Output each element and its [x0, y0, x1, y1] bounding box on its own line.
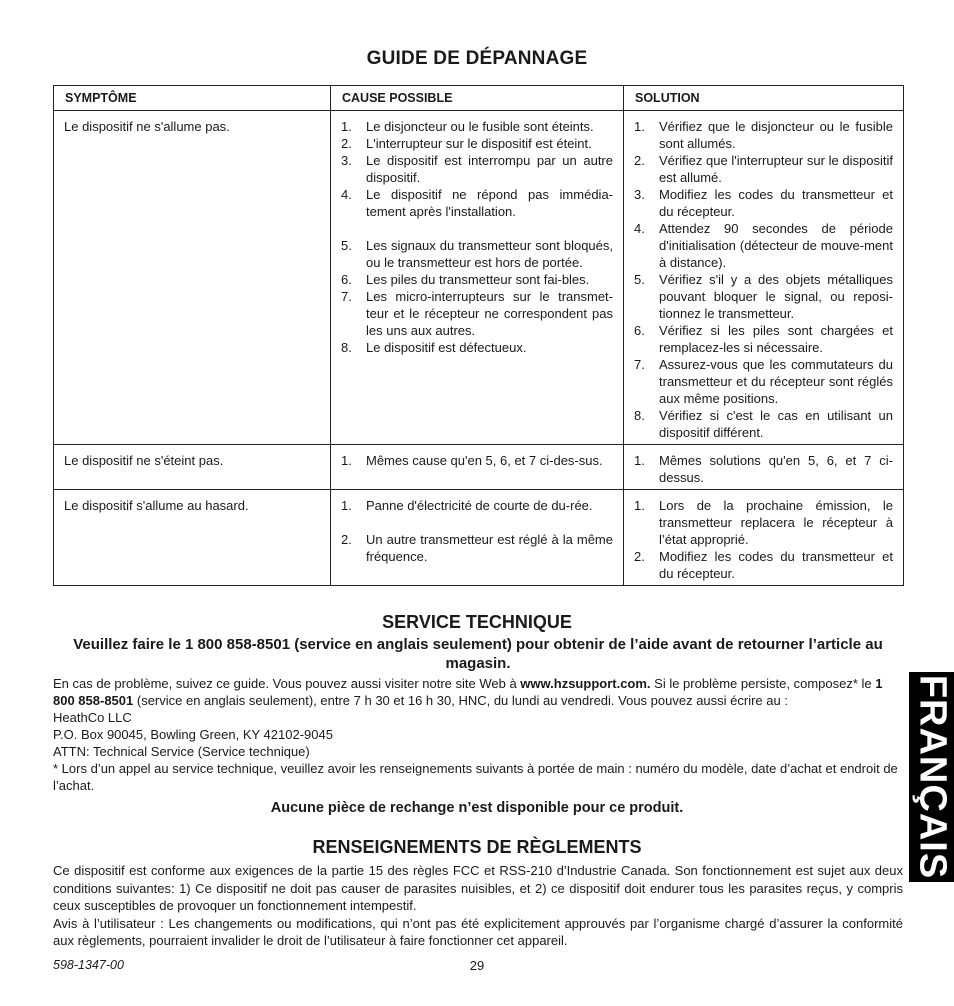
list-item: 3. Modifiez les codes du transmetteur et du récepteur.	[634, 187, 893, 219]
page-number: 29	[469, 958, 485, 973]
service-note: * Lors d’un appel au service technique, veuillez avoir les renseignements suivants à portée de main : numéro du modèle, date d’achat et endroit de l’achat.	[53, 761, 898, 793]
solution-list	[634, 118, 893, 441]
list-item: 1. Mêmes solutions qu'en 5, 6, et 7 ci-dessus.	[634, 453, 893, 485]
list-item: 2. Un autre transmetteur est réglé à la même fréquence.	[341, 532, 613, 564]
list-item: 4. Le dispositif ne répond pas immédia-tement après l'installation.	[341, 187, 613, 219]
regulations-paragraph: Avis à l’utilisateur : Les changements ou modifications, qui n’ont pas été explicitement approuvés par l’organisme chargé d’assurer la conformité aux règlements, pourraient invalider le droit de l’utilisateur à faire fonctionner cet appareil.	[53, 915, 903, 948]
list-item: 8. Le dispositif est défectueux.	[341, 340, 527, 355]
service-title: SERVICE TECHNIQUE	[382, 612, 572, 632]
table-row	[54, 445, 904, 490]
list-item: 2. Modifiez les codes du transmetteur et du récepteur.	[634, 549, 893, 581]
address-line: ATTN: Technical Service (Service technique)	[53, 744, 310, 759]
document-code: 598-1347-00	[53, 958, 124, 972]
address-line: HeathCo LLC	[53, 710, 132, 725]
solution-cell	[624, 490, 904, 586]
cause-list	[341, 452, 613, 469]
list-item: 1. Mêmes cause qu'en 5, 6, et 7 ci-des-sus.	[341, 453, 603, 468]
header-solution: SOLUTION	[624, 86, 904, 111]
service-paragraph: En cas de problème, suivez ce guide. Vous pouvez aussi visiter notre site Web à www.hzsupport.com. Si le problème persiste, composez* le 1 800 858-8501 (service en anglais seulement), entre 7 h 30 et 16 h 30, HNC, du lundi au vendredi. Vous pouvez aussi écrire au :	[53, 676, 883, 708]
list-item: 2. Vérifiez que l'interrupteur sur le dispositif est allumé.	[634, 153, 893, 185]
regulations-body	[53, 862, 903, 950]
list-item: 3. Le dispositif est interrompu par un autre dispositif.	[341, 153, 613, 185]
cause-list	[341, 497, 613, 565]
language-tab-label: FRANÇAIS	[911, 674, 953, 880]
list-item: 5. Les signaux du transmetteur sont bloqués, ou le transmetteur est hors de portée.	[341, 238, 613, 270]
list-item: 2. L'interrupteur sur le dispositif est éteint.	[341, 136, 592, 151]
list-item: 5. Vérifiez s'il y a des objets métalliques pouvant bloquer le signal, ou reposi-tionnez le transmetteur.	[634, 272, 893, 321]
list-item: 1. Vérifiez que le disjoncteur ou le fusible sont allumés.	[634, 119, 893, 151]
list-item: 1. Lors de la prochaine émission, le transmetteur replacera le récepteur à l’état approprié.	[634, 498, 893, 547]
cause-list	[341, 118, 613, 356]
regulations-paragraph: Ce dispositif est conforme aux exigences de la partie 15 des règles FCC et RSS-210 d’Industrie Canada. Son fonctionnement est sujet aux deux conditions suivantes: 1) Ce dispositif ne doit pas causer de parasites nuisibles, et 2) ce dispositif doit endurer tous les parasites reçus, y compris ceux susceptibles de provoquer un fonctionnement intempestif.	[53, 863, 903, 913]
header-symptom: SYMPTÔME	[54, 86, 331, 111]
cause-cell	[331, 111, 624, 445]
service-body	[53, 675, 903, 794]
regulations-title: RENSEIGNEMENTS DE RÈGLEMENTS	[312, 837, 642, 857]
solution-cell	[624, 445, 904, 490]
support-phone: 1 800 858-8501	[53, 676, 883, 708]
cause-cell	[331, 490, 624, 586]
cause-cell	[331, 445, 624, 490]
table-header-row	[54, 86, 904, 111]
symptom-cell: Le dispositif ne s'éteint pas.	[54, 445, 331, 490]
list-item: 1. Panne d'électricité de courte de du-rée.	[341, 498, 593, 513]
solution-list	[634, 452, 893, 486]
no-parts-notice: Aucune pièce de rechange n’est disponible pour ce produit.	[270, 800, 684, 816]
guide-title: GUIDE DE DÉPANNAGE	[366, 48, 588, 69]
support-url-link[interactable]: www.hzsupport.com.	[520, 676, 651, 691]
symptom-cell: Le dispositif s'allume au hasard.	[54, 490, 331, 586]
troubleshooting-table	[53, 85, 904, 586]
list-item: 1. Le disjoncteur ou le fusible sont éteints.	[341, 119, 594, 134]
solution-cell	[624, 111, 904, 445]
list-item: 8. Vérifiez si c'est le cas en utilisant un dispositif différent.	[634, 408, 893, 440]
list-item: 7. Les micro-interrupteurs sur le transmet-teur et le récepteur ne correspondent pas les uns aux autres.	[341, 289, 613, 338]
symptom-cell: Le dispositif ne s'allume pas.	[54, 111, 331, 445]
address-line: P.O. Box 90045, Bowling Green, KY 42102-9045	[53, 727, 333, 742]
language-tab	[909, 672, 954, 882]
table-row	[54, 490, 904, 586]
table-row	[54, 111, 904, 445]
list-item: 7. Assurez-vous que les commutateurs du transmetteur et du récepteur sont réglés aux même positions.	[634, 357, 893, 406]
header-cause: CAUSE POSSIBLE	[331, 86, 624, 111]
list-item: 4. Attendez 90 secondes de période d'initialisation (détecteur de mouve-ment à distance).	[634, 221, 893, 270]
list-item: 6. Les piles du transmetteur sont fai-bles.	[341, 272, 590, 287]
list-item: 6. Vérifiez si les piles sont chargées et remplacez-les si nécessaire.	[634, 323, 893, 355]
service-lead: Veuillez faire le 1 800 858-8501 (service en anglais seulement) pour obtenir de l’aide avant de retourner l’article au magasin.	[73, 636, 883, 672]
solution-list	[634, 497, 893, 582]
